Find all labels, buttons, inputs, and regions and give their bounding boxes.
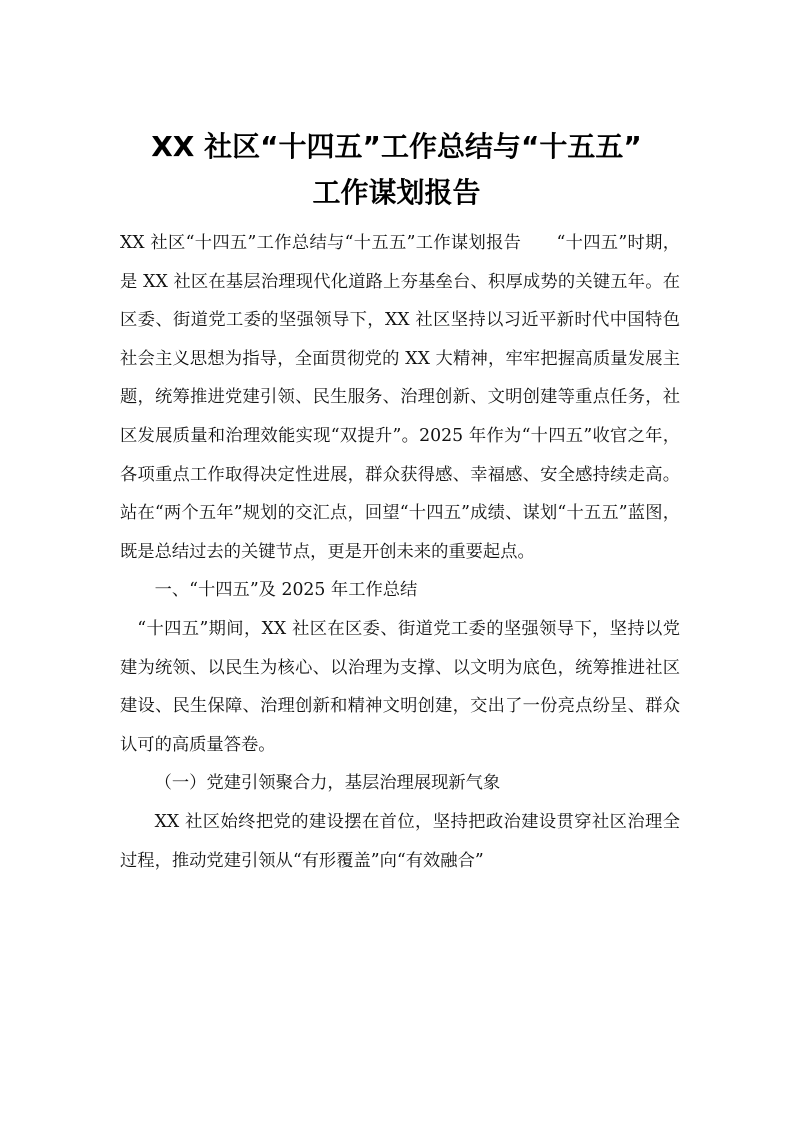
subsection-heading-1: （一）党建引领聚合力，基层治理展现新气象	[154, 773, 501, 794]
intro-paragraph: XX 社区“十四五”工作总结与“十五五”工作谋划报告 “十四五”时期，是 XX 社区在基层治理现代化道路上夯基垒台、积厚成势的关键五年。在区委、街道党工委的坚强领导下，XX 社区坚持以习近平新时代中国特色社会主义思想为指导，全面贯彻党的 XX 大精神，牢牢把握高质量发展主题，统筹推进党建引领、民生服务、治理创新、文明创建等重点任务，社区发展质量和治理效能实现“双提升”。2025 年作为“十四五”收官之年，各项重点工作取得决定性进展，群众获得感、幸福感、安全感持续走高。站在“两个五年”规划的交汇点，回望“十四五”成绩、谋划“十五五”蓝图，既是总结过去的关键节点，更是开创未来的重要起点。	[120, 233, 680, 562]
document-title-line-2: 工作谋划报告	[312, 176, 481, 209]
subsection-1-paragraph: XX 社区始终把党的建设摆在首位，坚持把政治建设贯穿社区治理全过程，推动党建引领从“有形覆盖”向“有效融合”	[120, 811, 680, 871]
section-1-paragraph: “十四五”期间，XX 社区在区委、街道党工委的坚强领导下，坚持以党建为统领、以民生为核心、以治理为支撑、以文明为底色，统筹推进社区建设、民生保障、治理创新和精神文明创建，交出了一份亮点纷呈、群众认可的高质量答卷。	[120, 618, 680, 755]
section-heading-1: 一、“十四五”及 2025 年工作总结	[154, 580, 418, 601]
document-title-line-1: XX 社区“十四五”工作总结与“十五五”	[151, 130, 642, 163]
document-body	[120, 224, 680, 880]
